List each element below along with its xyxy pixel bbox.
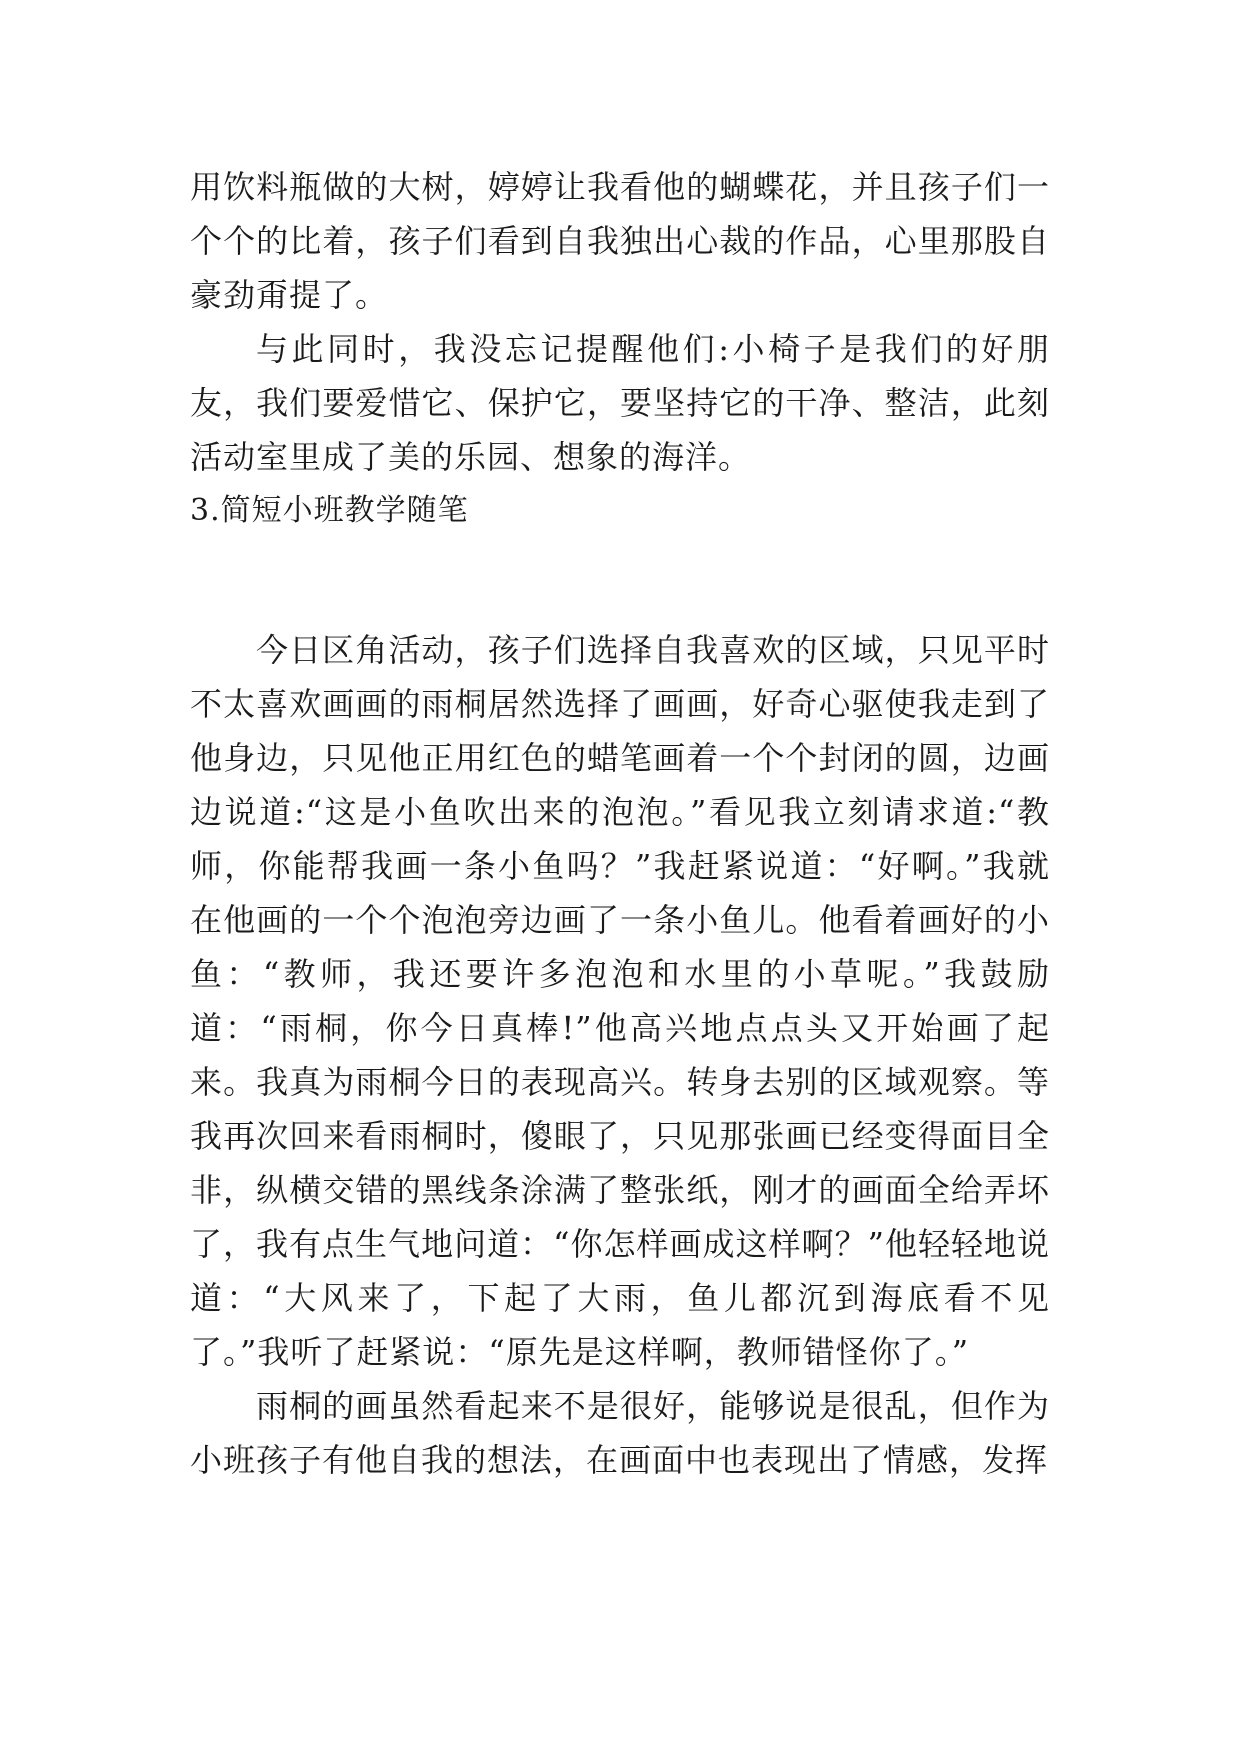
document-body <box>190 160 1050 1487</box>
paragraph-reflection: 雨桐的画虽然看起来不是很好，能够说是很乱，但作为小班孩子有他自我的想法，在画面中也表现出了情感，发挥 <box>190 1387 1050 1479</box>
paragraph-reminder: 与此同时，我没忘记提醒他们:小椅子是我们的好朋友，我们要爱惜它、保护它，要坚持它的干净、整洁，此刻活动室里成了美的乐园、想象的海洋。 <box>190 330 1050 476</box>
section-heading: 3.简短小班教学随笔 <box>190 493 469 528</box>
section-spacer <box>190 538 1050 623</box>
paragraph-story: 今日区角活动，孩子们选择自我喜欢的区域，只见平时不太喜欢画画的雨桐居然选择了画画，好奇心驱使我走到了他身边，只见他正用红色的蜡笔画着一个个封闭的圆，边画边说道:“这是小鱼吹出来的泡泡。”看见我立刻请求道:“教师，你能帮我画一条小鱼吗？”我赶紧说道：“好啊。”我就在他画的一个个泡泡旁边画了一条小鱼儿。他看着画好的小鱼：“教师，我还要许多泡泡和水里的小草呢。”我鼓励道：“雨桐，你今日真棒!”他高兴地点点头又开始画了起来。我真为雨桐今日的表现高兴。转身去别的区域观察。等我再次回来看雨桐时，傻眼了，只见那张画已经变得面目全非，纵横交错的黑线条涂满了整张纸，刚才的画面全给弄坏了，我有点生气地问道：“你怎样画成这样啊？”他轻轻地说道：“大风来了，下起了大雨，鱼儿都沉到海底看不见了。”我听了赶紧说：“原先是这样啊，教师错怪你了。” <box>190 631 1050 1371</box>
paragraph-continued: 用饮料瓶做的大树，婷婷让我看他的蝴蝶花，并且孩子们一个个的比着，孩子们看到自我独出心裁的作品，心里那股自豪劲甭提了。 <box>190 168 1050 314</box>
